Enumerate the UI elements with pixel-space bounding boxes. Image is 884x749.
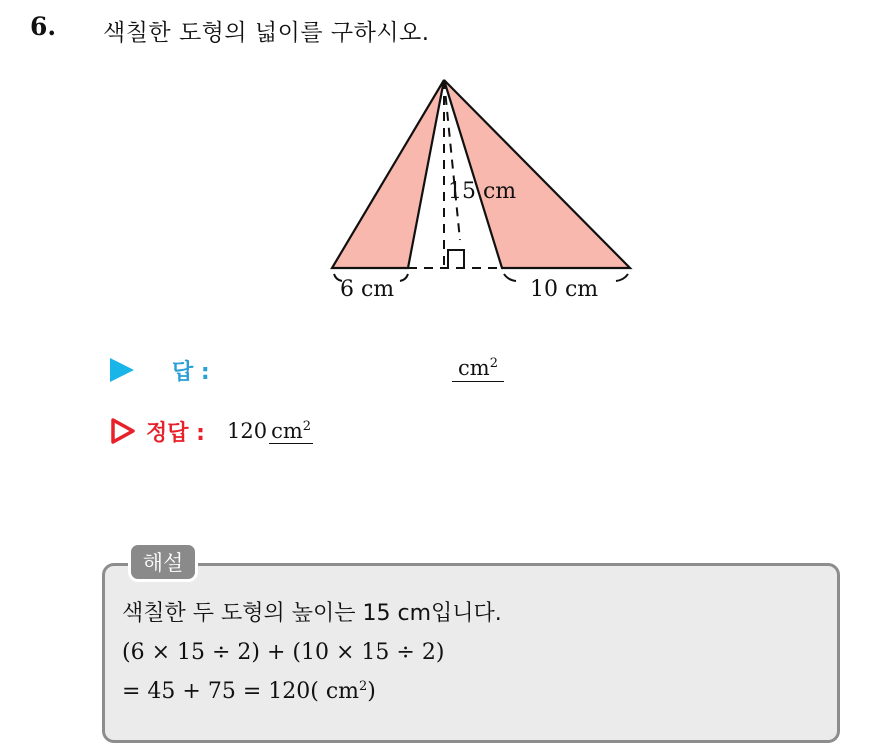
answer-label: 답 : — [172, 359, 210, 385]
correct-number: 120 — [226, 419, 268, 443]
question-text: 색칠한 도형의 넓이를 구하시오. — [103, 20, 430, 46]
explanation-line-2: (6 × 15 ÷ 2) + (10 × 15 ÷ 2) — [122, 640, 445, 665]
answer-unit-exp: 2 — [489, 356, 498, 371]
correct-unit-exp: 2 — [302, 419, 312, 434]
play-triangle-icon — [110, 358, 134, 382]
left-base-label: 6 cm — [340, 277, 395, 302]
explanation-tag: 해설 — [128, 542, 198, 582]
answer-unit: cm — [458, 356, 490, 380]
triangle-figure — [320, 70, 650, 310]
right-base-label: 10 cm — [530, 277, 599, 302]
correct-label: 정답 : — [146, 420, 205, 446]
outline-triangle-icon — [110, 417, 136, 445]
explanation-line-3 — [122, 679, 376, 704]
right-shaded-triangle — [444, 80, 630, 268]
explanation-line-3-main: = 45 + 75 = 120( cm — [122, 679, 360, 704]
correct-unit-wrap — [269, 419, 313, 444]
explanation-line-3-close: ) — [367, 679, 376, 704]
correct-unit: cm — [271, 419, 303, 443]
answer-blank[interactable] — [452, 355, 504, 382]
correct-answer-row — [110, 414, 313, 448]
explanation-line-3-exp: 2 — [359, 679, 368, 694]
explanation-line-1: 색칠한 두 도형의 높이는 15 cm입니다. — [122, 601, 502, 626]
answer-row — [110, 353, 210, 387]
left-shaded-triangle — [332, 80, 444, 268]
correct-value — [227, 419, 313, 443]
height-label: 15 cm — [448, 179, 517, 204]
right-angle-mark — [448, 250, 464, 268]
question-number: 6. — [30, 12, 57, 41]
